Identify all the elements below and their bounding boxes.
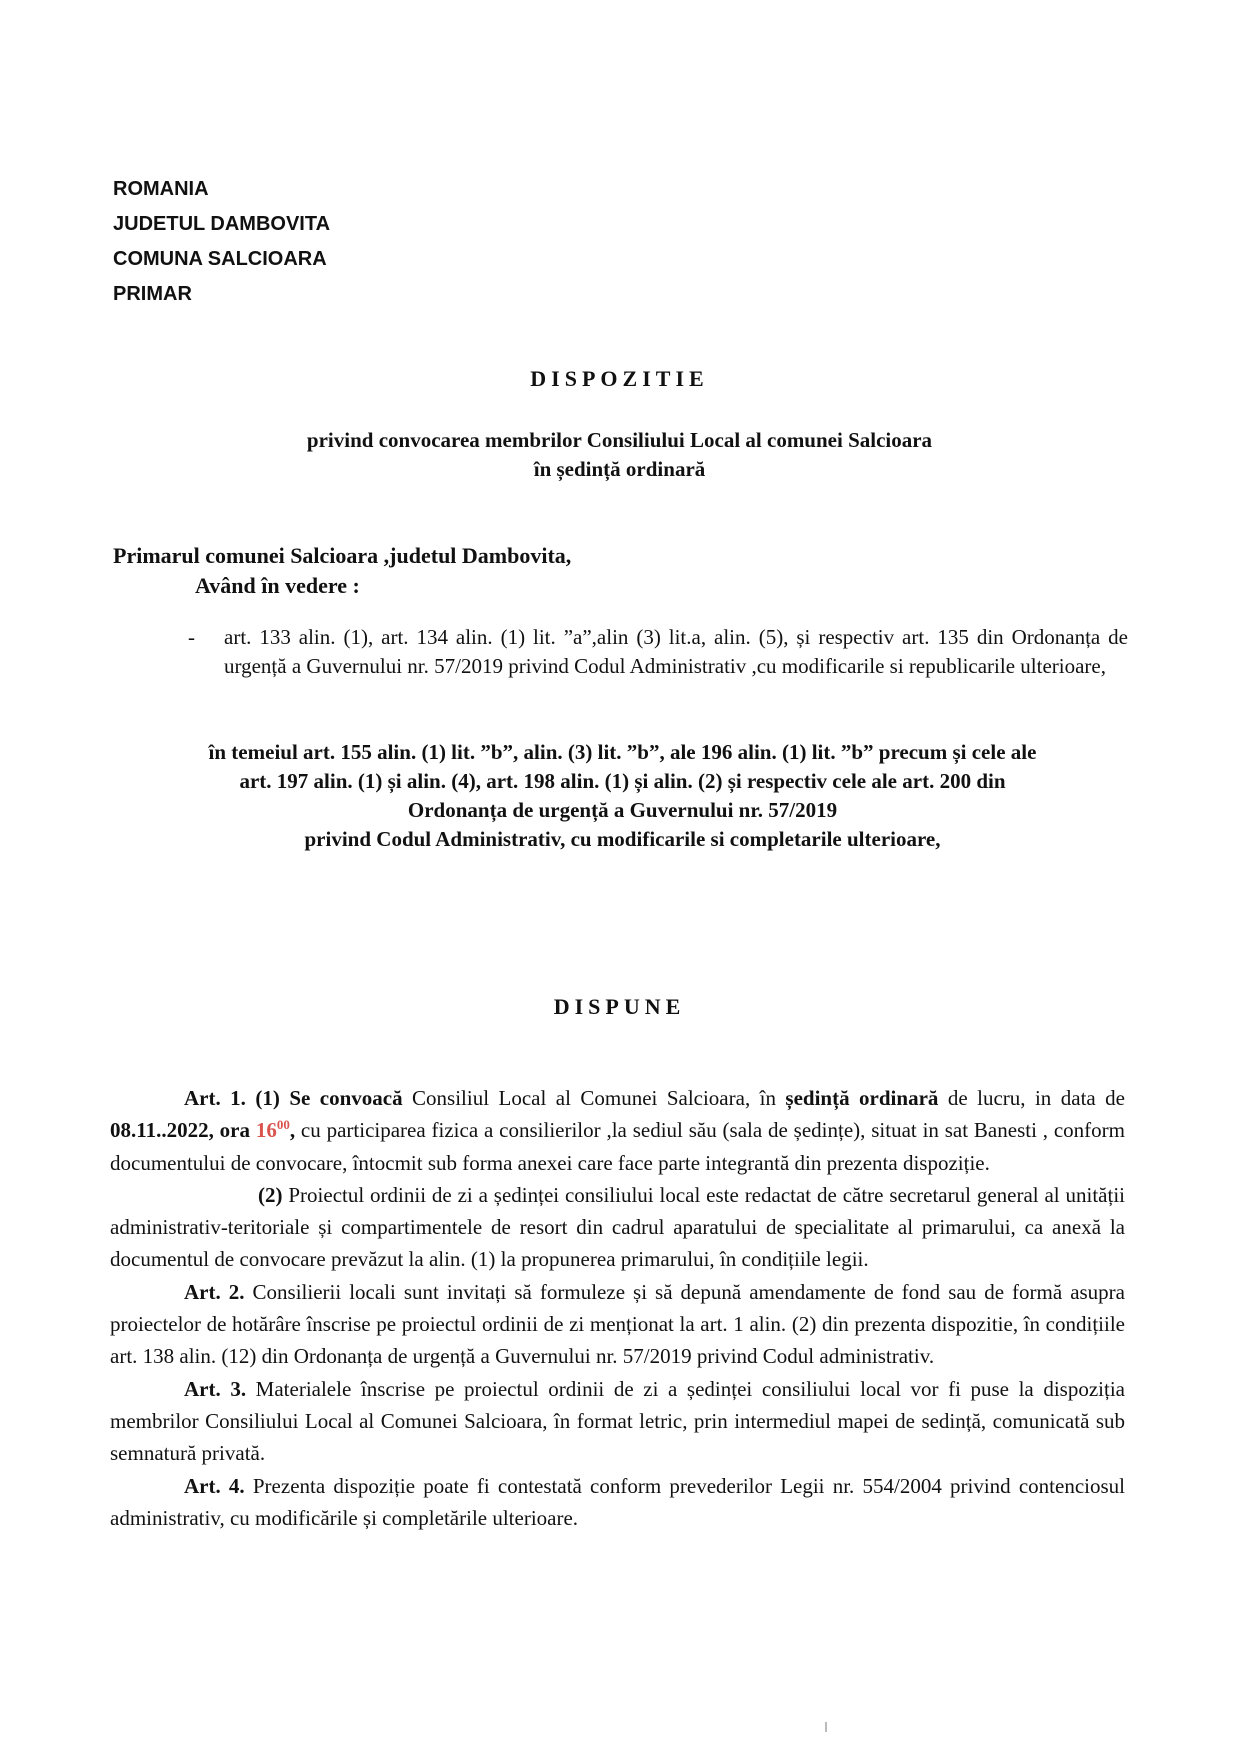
legal-grounds-line-1: în temeiul art. 155 alin. (1) lit. ”b”, alin. (3) lit. ”b”, ale 196 alin. (1) lit. ”b” precum și cele ale [208,740,1037,764]
header-commune: COMUNA SALCIOARA [113,248,327,270]
article-1-text-c: cu participarea fizica a consilierilor ,la sediul său (sala de ședințe), situat in sat Banesti , conform documentului de convocare, întocmit sub forma anexei care face parte integrantă din prezenta dispoziție. [110,1118,1125,1175]
scan-mark [825,1722,827,1732]
legal-grounds-line-3: Ordonanța de urgență a Guvernului nr. 57/2019 [407,798,838,822]
article-4 [110,1470,1125,1535]
bullet-dash: - [188,625,195,649]
article-1-paragraph-2-label: (2) [258,1182,283,1207]
article-1-session: ședință ordinară [785,1086,939,1110]
header-county: JUDETUL DAMBOVITA [113,213,331,235]
article-1-text-b: de lucru, in data de [938,1086,1125,1110]
article-1-label: Art. 1. (1) Se convoacă [184,1086,403,1110]
legal-grounds-line-2: art. 197 alin. (1) și alin. (4), art. 198 alin. (1) și alin. (2) și respectiv cele ale art. 200 din [239,769,1006,793]
article-1-date: 08.11..2022, ora [110,1118,256,1143]
legal-grounds-line-4: privind Codul Administrativ, cu modificarile si completarile ulterioare, [304,827,941,851]
article-3-text: Materialele înscrise pe proiectul ordinii de zi a ședinței consiliului local vor fi puse la dispoziția membrilor Consiliului Local al Comunei Salcioara, în format letric, prin intermediul mapei de sedință, comunicată sub semnatură privată. [110,1376,1125,1466]
article-2 [110,1276,1125,1373]
document-subtitle [0,426,1239,484]
header-country: ROMANIA [113,178,209,200]
subtitle-line-2: în ședință ordinară [533,457,706,481]
minutes-value: 00 [276,1117,290,1133]
article-1-comma: , [289,1118,296,1143]
considering-line: Având în vedere : [195,573,360,598]
header-office: PRIMAR [113,283,192,305]
article-2-text: Consilierii locali sunt invitați să formuleze și să depună amendamente de fond sau de formă asupra proiectelor de hotărâre înscrise pe proiectul ordinii de zi menționat la art. 1 alin. (2) din prezenta dispozitie, în condițiile art. 138 alin. (12) din Ordonanța de urgență a Guvernului nr. 57/2019 privind Codul administrativ. [110,1279,1125,1369]
dispune-heading: DISPUNE [553,994,686,1019]
article-3 [110,1373,1125,1470]
issuer-header [113,172,330,312]
issuer-line: Primarul comunei Salcioara ,judetul Dambovita, [113,543,572,568]
legal-grounds [120,738,1125,854]
article-1 [110,1082,1125,1179]
article-4-text: Prezenta dispoziție poate fi contestată conform prevederilor Legii nr. 554/2004 privind contenciosul administrativ, cu modificările și completările ulterioare. [110,1473,1126,1530]
subtitle-line-1: privind convocarea membrilor Consiliului Local al comunei Salcioara [306,428,933,452]
article-1-paragraph-2 [110,1179,1125,1276]
document-title: DISPOZITIE [530,366,709,391]
article-2-label: Art. 2. [184,1279,245,1304]
article-1-paragraph-2-text: Proiectul ordinii de zi a ședinței consiliului local este redactat de către secretarul general al unității administrativ-teritoriale și compartimentele de resort din cadrul aparatului de specialitate al primarului, ca anexă la documentul de convocare prevăzut la alin. (1) la propunerea primarului, în condițiile legii. [110,1182,1125,1272]
articles-body [110,1082,1125,1534]
article-3-label: Art. 3. [184,1376,247,1401]
article-1-text-a: Consiliul Local al Comunei Salcioara, în [402,1086,786,1110]
bullet-text: art. 133 alin. (1), art. 134 alin. (1) lit. ”a”,alin (3) lit.a, alin. (5), și respectiv art. 135 din Ordonanța de urgență a Guvernului nr. 57/2019 privind Codul Administrativ ,cu modificarile si republicarile ulterioare, [224,625,1128,678]
hour-value: 16 [255,1118,277,1143]
issuer-intro [113,541,571,601]
article-4-label: Art. 4. [184,1473,245,1498]
article-1-hour [256,1118,290,1142]
